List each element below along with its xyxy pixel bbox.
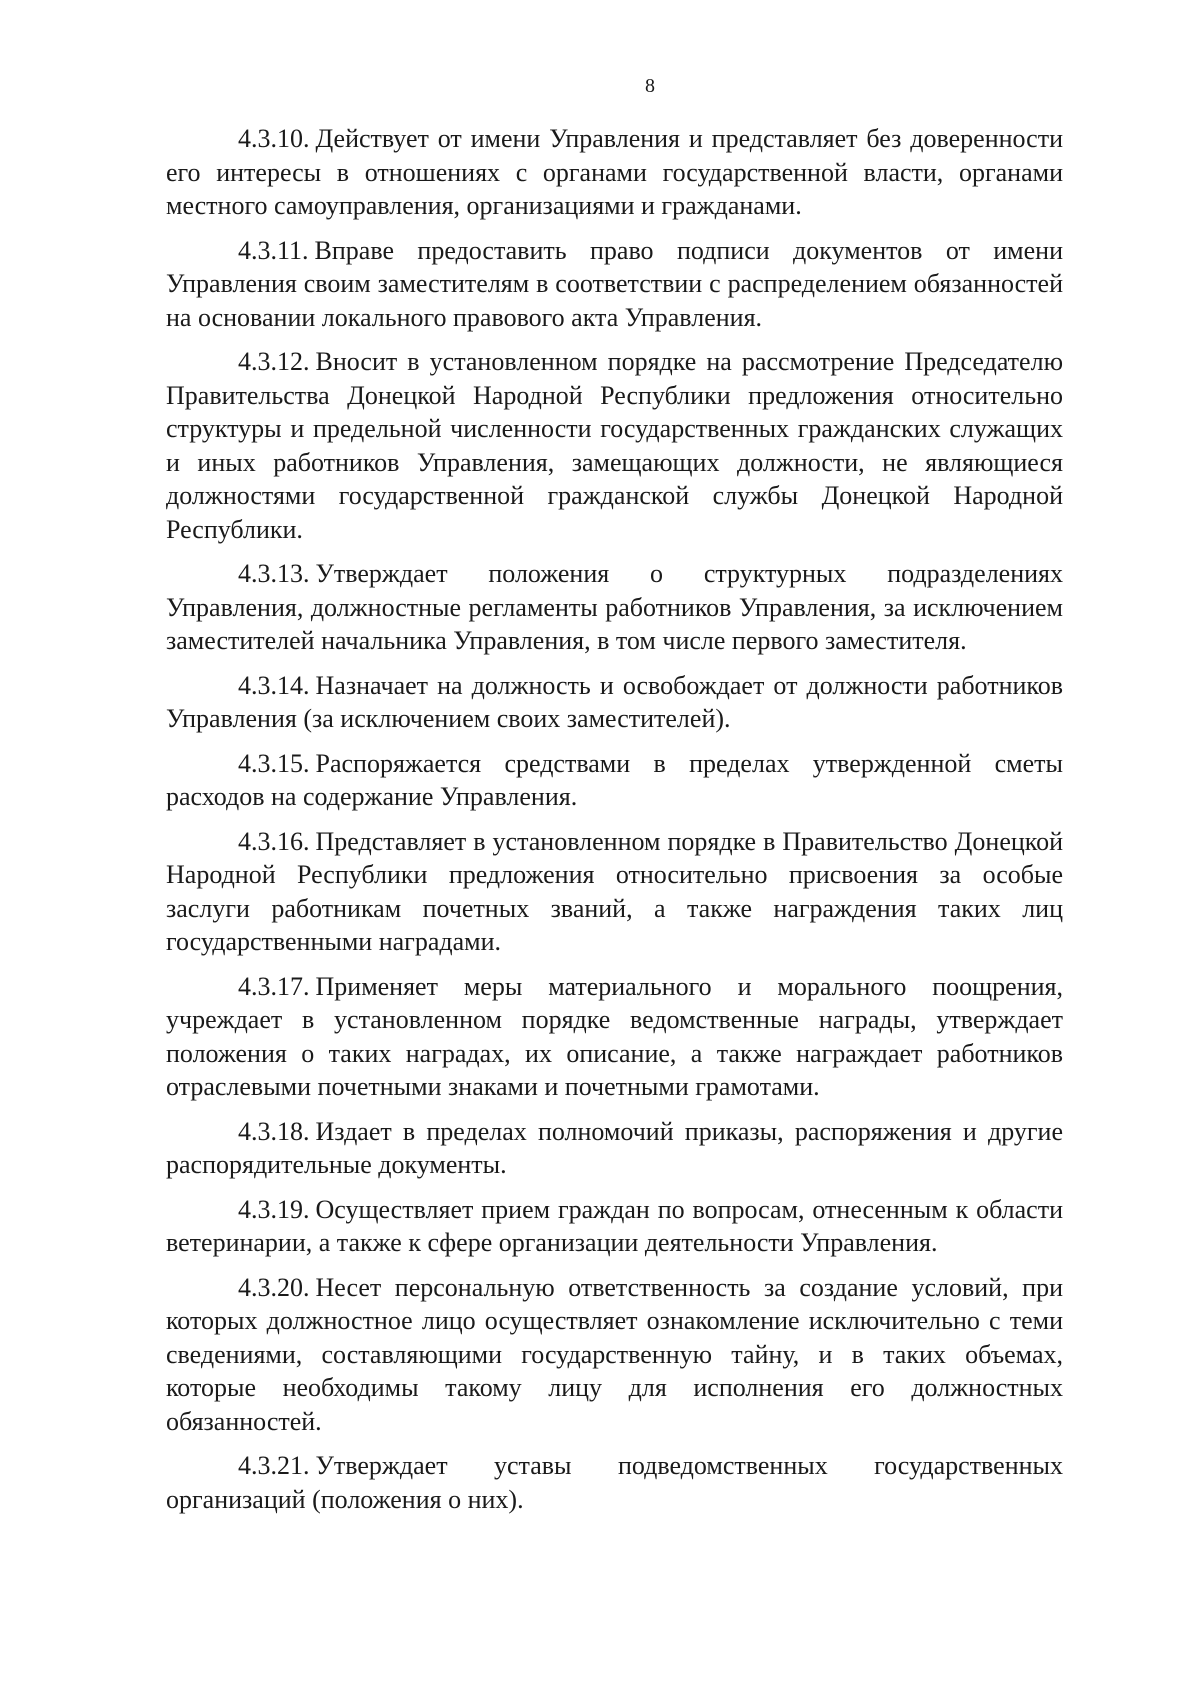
clause-text: Вправе предоставить право подписи документов от имени Управления своим заместителям в соответствии с распределением обязанностей на основании локального правового акта Управления. bbox=[166, 235, 1063, 332]
paragraph-4-3-21 bbox=[166, 1449, 1063, 1516]
clause-text: Распоряжается средствами в пределах утвержденной сметы расходов на содержание Управления. bbox=[166, 748, 1063, 811]
clause-text: Утверждает положения о структурных подразделениях Управления, должностные регламенты работников Управления, за исключением заместителей начальника Управления, в том числе первого заместителя. bbox=[166, 559, 1063, 655]
paragraph-4-3-14 bbox=[166, 669, 1063, 736]
clause-number: 4.3.21. bbox=[238, 1451, 310, 1480]
clause-number: 4.3.20. bbox=[238, 1272, 310, 1302]
paragraph-4-3-19 bbox=[166, 1193, 1063, 1260]
paragraph-4-3-15 bbox=[166, 747, 1063, 814]
clause-number: 4.3.13. bbox=[238, 559, 310, 588]
clause-text: Представляет в установленном порядке в Правительство Донецкой Народной Республики предложения относительно присвоения за особые заслуги работникам почетных званий, а также награждения таких лиц государственными наградами. bbox=[166, 826, 1063, 956]
paragraph-4-3-17 bbox=[166, 970, 1063, 1104]
clause-number: 4.3.14. bbox=[238, 670, 310, 700]
clause-number: 4.3.18. bbox=[238, 1116, 310, 1146]
clause-number: 4.3.17. bbox=[238, 971, 310, 1001]
paragraph-4-3-13 bbox=[166, 557, 1063, 658]
paragraph-4-3-10 bbox=[166, 122, 1063, 223]
paragraph-4-3-20 bbox=[166, 1271, 1063, 1439]
page-number: 8 bbox=[645, 75, 655, 97]
paragraph-4-3-11 bbox=[166, 234, 1063, 335]
clause-text: Вносит в установленном порядке на рассмотрение Председателю Правительства Донецкой Народной Республики предложения относительно структуры и предельной численности государственных гражданских служащих и иных работников Управления, замещающих должности, не являющиеся должностями государственной гражданской службы Донецкой Народной Республики. bbox=[166, 347, 1063, 544]
document-body bbox=[166, 122, 1063, 1527]
clause-number: 4.3.19. bbox=[238, 1194, 310, 1224]
clause-number: 4.3.10. bbox=[238, 124, 310, 153]
clause-number: 4.3.11. bbox=[238, 235, 309, 265]
clause-text: Применяет меры материального и морального поощрения, учреждает в установленном порядке ведомственные награды, утверждает положения о таких наградах, их описание, а также награждает работников отраслевыми почетными знаками и почетными грамотами. bbox=[166, 971, 1063, 1101]
clause-text: Утверждает уставы подведомственных государственных организаций (положения о них). bbox=[166, 1451, 1063, 1514]
paragraph-4-3-12 bbox=[166, 345, 1063, 546]
clause-text: Действует от имени Управления и представляет без доверенности его интересы в отношениях с органами государственной власти, органами местного самоуправления, организациями и гражданами. bbox=[166, 124, 1063, 220]
clause-text: Назначает на должность и освобождает от должности работников Управления (за исключением своих заместителей). bbox=[166, 670, 1063, 733]
paragraph-4-3-18 bbox=[166, 1115, 1063, 1182]
clause-number: 4.3.12. bbox=[238, 347, 310, 376]
clause-number: 4.3.16. bbox=[238, 826, 310, 856]
clause-text: Издает в пределах полномочий приказы, распоряжения и другие распорядительные документы. bbox=[166, 1116, 1063, 1179]
clause-number: 4.3.15. bbox=[238, 748, 310, 778]
paragraph-4-3-16 bbox=[166, 825, 1063, 959]
clause-text: Осуществляет прием граждан по вопросам, отнесенным к области ветеринарии, а также к сфере организации деятельности Управления. bbox=[166, 1194, 1063, 1257]
clause-text: Несет персональную ответственность за создание условий, при которых должностное лицо осуществляет ознакомление исключительно с теми сведениями, составляющими государственную тайну, и в таких объемах, которые необходимы такому лицу для исполнения его должностных обязанностей. bbox=[166, 1272, 1063, 1436]
